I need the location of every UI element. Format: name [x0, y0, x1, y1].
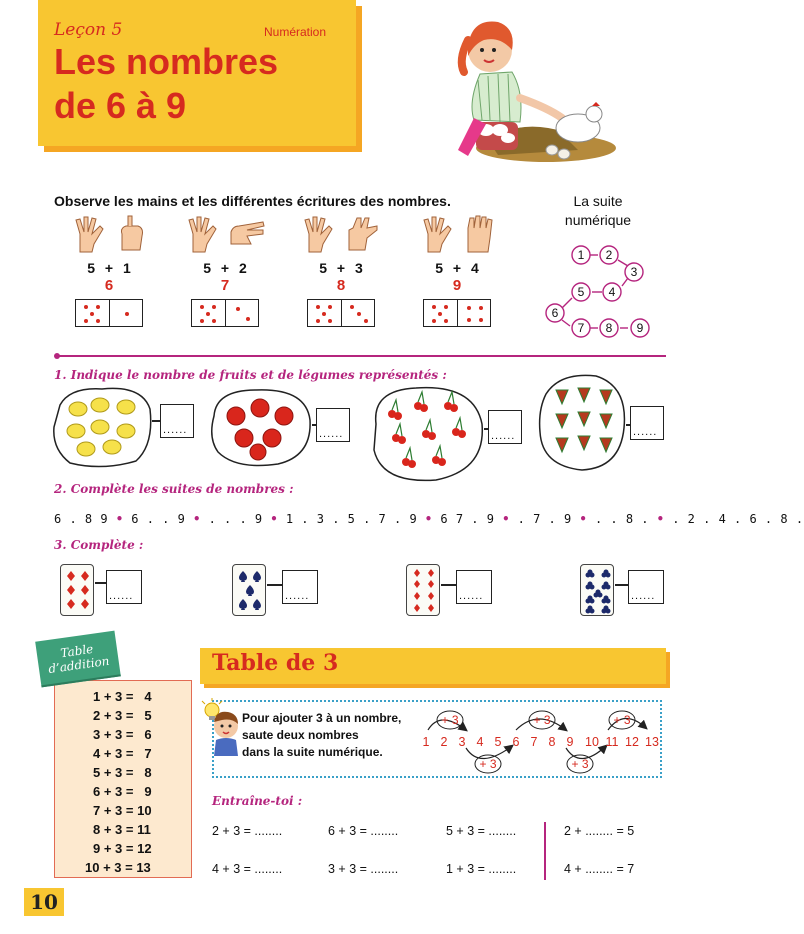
- addition-row: 2 + 3 = 5: [93, 708, 152, 723]
- sequence[interactable]: 1 . 3 . 5 . 7 . 9: [285, 512, 418, 526]
- sum-label: 5 + 4: [435, 260, 479, 276]
- practice-divider: [544, 822, 546, 880]
- numline-number: 13: [645, 735, 659, 749]
- jump-label: + 3: [533, 713, 551, 727]
- numline-number: 1: [422, 735, 430, 749]
- jump-label: + 3: [479, 757, 497, 771]
- addition-row: 1 + 3 = 4: [93, 689, 152, 704]
- lesson-topic: Numération: [264, 25, 327, 39]
- sum-label: 5 + 1: [87, 260, 131, 276]
- sequence[interactable]: . 2 . 4 . 6 . 8 .: [672, 512, 804, 526]
- numline-number: 7: [530, 735, 538, 749]
- practice-item[interactable]: 4 + 3 = ........: [212, 862, 283, 876]
- numline-number: 11: [605, 735, 619, 749]
- jump-label: + 3: [571, 757, 589, 771]
- sequence-number: 9: [636, 321, 644, 335]
- table-de-3-title: Table de 3: [212, 650, 339, 676]
- domino: [307, 299, 375, 327]
- girl-with-hen-illustration: [428, 10, 620, 168]
- suite-numerique-title: La suite numérique: [564, 193, 632, 228]
- sequence-number: 8: [605, 321, 613, 335]
- hand-group-6: [62, 214, 156, 327]
- sequence[interactable]: . . . 9: [208, 512, 263, 526]
- addition-table-panel: [54, 680, 192, 878]
- answer-box-strawberries[interactable]: ......: [630, 406, 664, 440]
- jump-label: + 3: [441, 713, 459, 727]
- practice-item[interactable]: 6 + 3 = ........: [328, 824, 399, 838]
- answer-box-card-2[interactable]: ......: [282, 570, 318, 604]
- addition-row: 6 + 3 = 9: [93, 784, 152, 799]
- answer-box-card-1[interactable]: ......: [106, 570, 142, 604]
- playing-card-spades-6: [232, 564, 266, 616]
- jump-label: + 3: [613, 713, 631, 727]
- addition-row: 5 + 3 = 8: [93, 765, 152, 780]
- practice-title: Entraîne-toi :: [212, 794, 303, 808]
- sequences-row: 6 . 8 9 • 6 . . 9 • . . . 9 • 1 . 3 . 5 . 7 . 9 • 6 7 . 9 • . 7 . 9 • . . 8 . • . 2 . 4 . 6 . 8 .: [54, 512, 804, 526]
- hand-group-7: [178, 214, 272, 327]
- addition-row: 3 + 3 = 6: [93, 727, 152, 742]
- table-de-3-banner: [200, 648, 666, 684]
- numline-number: 6: [512, 735, 520, 749]
- number-sequence-diagram: [536, 238, 660, 344]
- answer-box-lemons[interactable]: ......: [160, 404, 194, 438]
- answer-box-card-3[interactable]: ......: [456, 570, 492, 604]
- result-number: 8: [336, 277, 346, 294]
- answer-box-apples[interactable]: ......: [316, 408, 350, 442]
- boy-idea-icon: [202, 700, 242, 758]
- sequence[interactable]: . . 8 .: [594, 512, 650, 526]
- practice-item[interactable]: 3 + 3 = ........: [328, 862, 399, 876]
- section-divider: [58, 355, 666, 357]
- sequence[interactable]: 6 . 8 9: [54, 512, 109, 526]
- addition-row: 9 + 3 = 12: [93, 841, 152, 856]
- connector-line: [441, 584, 457, 586]
- domino: [191, 299, 259, 327]
- practice-item[interactable]: 2 + 3 = ........: [212, 824, 283, 838]
- practice-item[interactable]: 1 + 3 = ........: [446, 862, 517, 876]
- numline-number: 5: [494, 735, 502, 749]
- numline-number: 12: [625, 735, 639, 749]
- lesson-number: Leçon 5: [54, 20, 123, 40]
- playing-card-diamonds-8: [406, 564, 440, 616]
- playing-card-clubs-9: [580, 564, 614, 616]
- hand-group-8: [294, 214, 388, 327]
- numline-number: 9: [566, 735, 574, 749]
- addition-row: 10 + 3 = 13: [85, 860, 151, 875]
- answer-box-card-4[interactable]: ......: [628, 570, 664, 604]
- sum-label: 5 + 3: [319, 260, 363, 276]
- hands-icon: [410, 214, 504, 254]
- domino: [75, 299, 143, 327]
- numline-number: 10: [585, 735, 599, 749]
- addition-row: 8 + 3 = 11: [93, 822, 151, 837]
- sequence[interactable]: 6 . . 9: [131, 512, 186, 526]
- exercise-1-title: 1. Indique le nombre de fruits et de légumes représentés :: [54, 368, 447, 382]
- apples-set: [206, 386, 314, 468]
- playing-card-diamonds-6: [60, 564, 94, 616]
- page-title: Les nombres de 6 à 9: [54, 41, 279, 126]
- strawberries-set: [536, 370, 628, 474]
- numline-number: 4: [476, 735, 484, 749]
- hands-icon: [178, 214, 272, 254]
- sequence-number: 2: [605, 248, 613, 262]
- answer-box-cherries[interactable]: ......: [488, 410, 522, 444]
- connector-line: [267, 584, 283, 586]
- exercise-3-title: 3. Complète :: [54, 538, 144, 552]
- domino: [423, 299, 491, 327]
- practice-item[interactable]: 5 + 3 = ........: [446, 824, 517, 838]
- sequence-number: 7: [577, 321, 585, 335]
- jump-number-line: [420, 708, 660, 776]
- exercise-2-title: 2. Complète les suites de nombres :: [54, 482, 294, 496]
- practice-item[interactable]: 4 + ........ = 7: [564, 862, 635, 876]
- sequence-number: 4: [608, 285, 616, 299]
- numline-number: 2: [440, 735, 448, 749]
- numline-number: 8: [548, 735, 556, 749]
- sequence-number: 6: [551, 306, 559, 320]
- hands-icon: [294, 214, 388, 254]
- result-number: 9: [452, 277, 462, 294]
- page-number: 10: [24, 888, 64, 916]
- sum-label: 5 + 2: [203, 260, 247, 276]
- result-number: 7: [220, 277, 230, 294]
- addition-row: 4 + 3 = 7: [93, 746, 152, 761]
- sequence[interactable]: 6 7 . 9: [440, 512, 495, 526]
- hands-icon: [62, 214, 156, 254]
- hand-group-9: [410, 214, 504, 327]
- sequence[interactable]: . 7 . 9: [517, 512, 572, 526]
- lesson-header: [38, 0, 356, 146]
- numline-number: 3: [458, 735, 466, 749]
- lemons-set: [50, 385, 154, 469]
- cherries-set: [366, 384, 486, 484]
- explanation-text: Pour ajouter 3 à un nombre, saute deux nombres dans la suite numérique.: [242, 711, 402, 759]
- connector-line: [615, 584, 629, 586]
- practice-item[interactable]: 2 + ........ = 5: [564, 824, 635, 838]
- result-number: 6: [104, 277, 114, 294]
- addition-table-tag: Table d’addition: [35, 631, 121, 688]
- sequence-number: 3: [630, 265, 638, 279]
- sequence-number: 1: [577, 248, 585, 262]
- addition-row: 7 + 3 = 10: [93, 803, 152, 818]
- sequence-number: 5: [577, 285, 585, 299]
- observe-instruction: Observe les mains et les différentes écritures des nombres.: [54, 193, 451, 209]
